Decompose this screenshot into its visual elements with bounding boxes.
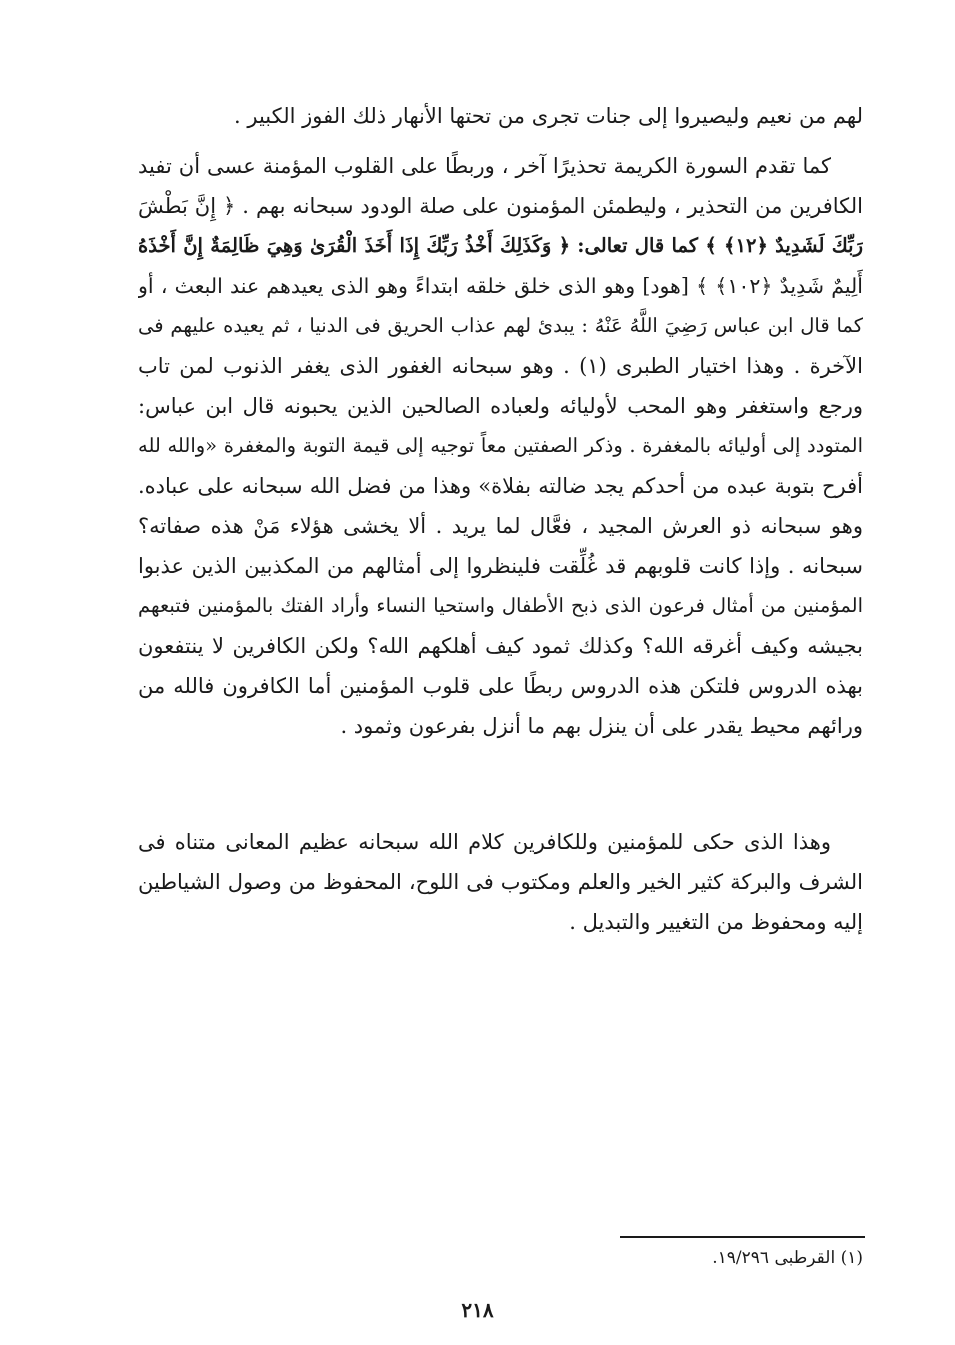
text-line: الكافرين من التحذير ، وليطمئن المؤمنون على صلة الودود سبحانه بهم . ﴿ إِنَّ بَطْشَ [138,194,863,218]
text-line: كما تقدم السورة الكريمة تحذيرًا آخر ، وربطًا على القلوب المؤمنة عسى أن تفيد [138,154,831,178]
text-line: وهذا الذى حكى للمؤمنين وللكافرين كلام الله سبحانه عظيم المعانى متناه فى [138,830,831,854]
paragraph-3 [138,822,863,942]
text-line: أفرح بتوبة عبده من أحدكم يجد ضالته بفلاة» وهذا من فضل الله سبحانه على عباده. [138,474,863,498]
text-line: إليه ومحفوظ من التغيير والتبديل . [569,910,863,934]
text-line: ورجع واستغفر وهو المحب لأوليائه ولعباده الصالحين الذين يحبونه قال ابن عباس: [138,394,863,418]
text-line: وهو سبحانه ذو العرش المجيد ، فعَّال لما يريد . ألا يخشى هؤلاء مَنْ هذه صفاته؟ [138,514,863,538]
page-number: ٢١٨ [461,1298,494,1322]
paragraph-2 [138,146,863,746]
text-line: سبحانه . وإذا كانت قلوبهم قد غُلِّقت فلينظروا إلى أمثالهم من المكذبين الذين عذبوا [138,554,863,578]
paragraph-1 [138,96,863,136]
text-line: بهذه الدروس فلتكن هذه الدروس ربطًا على قلوب المؤمنين أما الكافرون فالله من [138,674,863,698]
text-line: المتودد إلى أوليائه بالمغفرة . وذكر الصفتين معاً توجيه إلى قيمة التوبة والمغفرة «والله لله [138,434,863,457]
text-line: الآخرة . وهذا اختيار الطبرى (١) . وهو سبحانه الغفور الذى يغفر الذنوب لمن تاب [138,354,863,378]
text-line: كما قال ابن عباس رَضِيَ اللَّهُ عَنْهُ : يبدئ لهم عذاب الحريق فى الدنيا ، ثم يعيده عليهم فى [138,314,863,337]
text-line: المؤمنين من أمثال فرعون الذى ذبح الأطفال واستحيا النساء وأراد الفتك بالمؤمنين فتبعهم [138,594,863,617]
text-line: بجيشه وكيف أغرقه الله؟ وكذلك ثمود كيف أهلكهم الله؟ ولكن الكافرين لا ينتفعون [138,634,863,658]
text-line: لهم من نعيم وليصيروا إلى جنات تجرى من تحتها الأنهار ذلك الفوز الكبير . [234,104,863,128]
text-line: أَلِيمٌ شَدِيدٌ ﴿١٠٢﴾ ﴾ [هود] وهو الذى خلق خلقه ابتداءً وهو الذى يعيدهم عند البعث ، أو [138,274,863,298]
footnote-separator [620,1236,865,1238]
footnote: (١) القرطبى ١٩/٢٩٦. [712,1248,863,1268]
text-line: الشرف والبركة كثير الخير والعلم ومكتوب فى اللوح، المحفوظ من وصول الشياطين [138,870,863,894]
quran-verse-line: رَبِّكَ لَشَدِيدٌ ﴿١٢﴾ ﴾ كما قال تعالى: ﴿ وَكَذَلِكَ أَخْذُ رَبِّكَ إِذَا أَخَذَ الْقُرَىٰ وَهِيَ ظَالِمَةٌ إِنَّ أَخْذَهُ [138,234,863,257]
text-line: ورائهم محيط يقدر على أن ينزل بهم ما أنزل بفرعون وثمود . [340,714,863,738]
